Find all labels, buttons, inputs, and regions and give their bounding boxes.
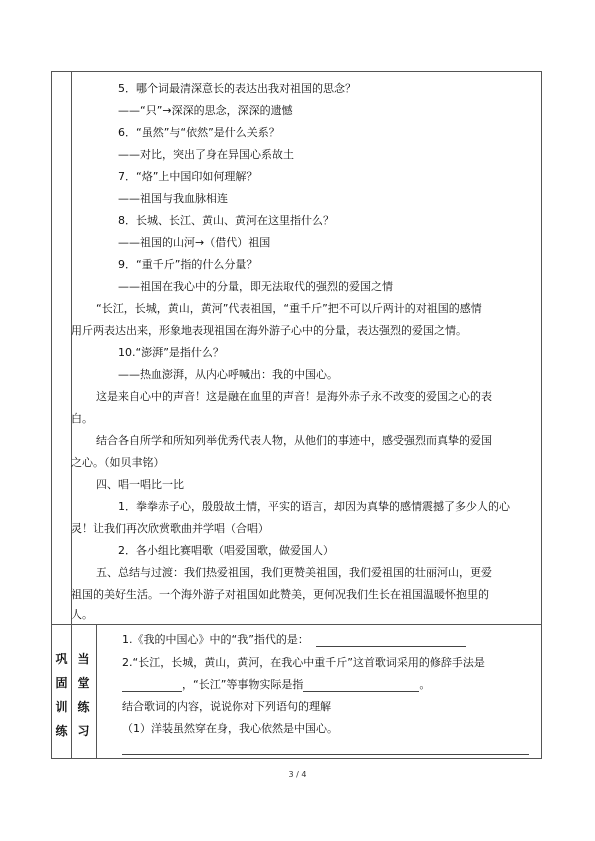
section-label-char: 训 bbox=[55, 700, 68, 714]
lesson-content bbox=[71, 72, 541, 624]
practice-question-2-cont bbox=[122, 678, 430, 692]
question-text: 1.《我的中国心》中的“我”指代的是： bbox=[122, 633, 309, 646]
content-line: 结合各自所学和所知列举优秀代表人物，从他们的事迹中，感受强烈而真挚的爱国 bbox=[96, 434, 492, 447]
sub-label-char: 习 bbox=[77, 724, 90, 738]
content-line: ——对比，突出了身在异国心系故土 bbox=[118, 148, 294, 161]
sub-label-char: 当 bbox=[77, 652, 90, 666]
content-line: 2．各小组比赛唱歌（唱爱国歌，做爱国人） bbox=[118, 544, 334, 557]
content-line: ——热血澎湃，从内心呼喊出：我的中国心。 bbox=[118, 368, 338, 381]
table-divider-sub bbox=[96, 624, 97, 758]
page-number: 3 / 4 bbox=[288, 770, 307, 779]
content-line: ——祖国与我血脉相连 bbox=[118, 192, 228, 205]
content-line: 用斤两表达出来，形象地表现祖国在海外游子心中的分量，表达强烈的爱国之情。 bbox=[71, 324, 467, 337]
content-line: ——祖国在我心中的分量，即无法取代的强烈的爱国之情 bbox=[118, 280, 393, 293]
content-line: 这是来自心中的声音！这是融在血里的声音！是海外赤子永不改变的爱国之心的表 bbox=[96, 390, 492, 403]
content-line: 1．拳拳赤子心，殷殷故土情，平实的语言，却因为真挚的感情震撼了多少人的心 bbox=[118, 500, 510, 513]
practice-question-1 bbox=[122, 633, 466, 647]
section-label-char: 练 bbox=[55, 724, 68, 738]
table-divider-row bbox=[52, 624, 541, 625]
content-line: ——“只”→深深的思念，深深的遗憾 bbox=[118, 104, 293, 117]
content-line: 10.“澎湃”是指什么？ bbox=[118, 346, 224, 359]
lesson-table bbox=[51, 71, 542, 759]
practice-question-3: 结合歌词的内容，说说你对下列语句的理解 bbox=[122, 700, 331, 713]
question-text: 。 bbox=[419, 678, 431, 691]
sub-label-char: 堂 bbox=[77, 676, 90, 690]
practice-question-2: 2.“长江，长城，黄山，黄河，在我心中重千斤”这首歌词采用的修辞手法是 bbox=[122, 656, 485, 669]
content-line: 人。 bbox=[71, 608, 93, 621]
section-heading: 五、总结与过渡：我们热爱祖国，我们更赞美祖国，我们爱祖国的壮丽河山，更爱 bbox=[96, 566, 492, 579]
section-label-char: 固 bbox=[55, 676, 68, 690]
content-line: 祖国的美好生活。一个海外游子对祖国如此赞美，更何况我们生长在祖国温暖怀抱里的 bbox=[71, 588, 489, 601]
answer-blank[interactable] bbox=[122, 754, 529, 755]
answer-blank[interactable] bbox=[316, 634, 466, 647]
content-line: 白。 bbox=[71, 412, 93, 425]
section-label-char: 巩 bbox=[55, 652, 68, 666]
content-line: 9．“重千斤”指的什么分量？ bbox=[118, 258, 258, 271]
content-line: 6．“虽然”与“依然”是什么关系？ bbox=[118, 126, 280, 139]
answer-blank[interactable] bbox=[303, 679, 419, 692]
practice-question-3-1: （1）洋装虽然穿在身，我心依然是中国心。 bbox=[122, 722, 338, 735]
content-line: “长江，长城，黄山，黄河”代表祖国，“重千斤”把不可以斤两计的对祖国的感情 bbox=[96, 302, 482, 315]
content-line: 之心。（如贝聿铭） bbox=[71, 456, 165, 469]
question-text: ，“长江”等事物实际是指 bbox=[182, 678, 304, 691]
section-heading: 四、唱一唱比一比 bbox=[96, 478, 184, 491]
content-line: 5．哪个词最清深意长的表达出我对祖国的思念？ bbox=[118, 82, 356, 95]
answer-blank[interactable] bbox=[122, 679, 182, 692]
content-line: 7．“烙”上中国印如何理解？ bbox=[118, 170, 258, 183]
sub-label-char: 练 bbox=[77, 700, 90, 714]
content-line: ——祖国的山河→（借代）祖国 bbox=[118, 236, 271, 249]
content-line: 灵！让我们再次欣赏歌曲并学唱（合唱） bbox=[71, 522, 269, 535]
content-line: 8．长城、长江、黄山、黄河在这里指什么？ bbox=[118, 214, 334, 227]
